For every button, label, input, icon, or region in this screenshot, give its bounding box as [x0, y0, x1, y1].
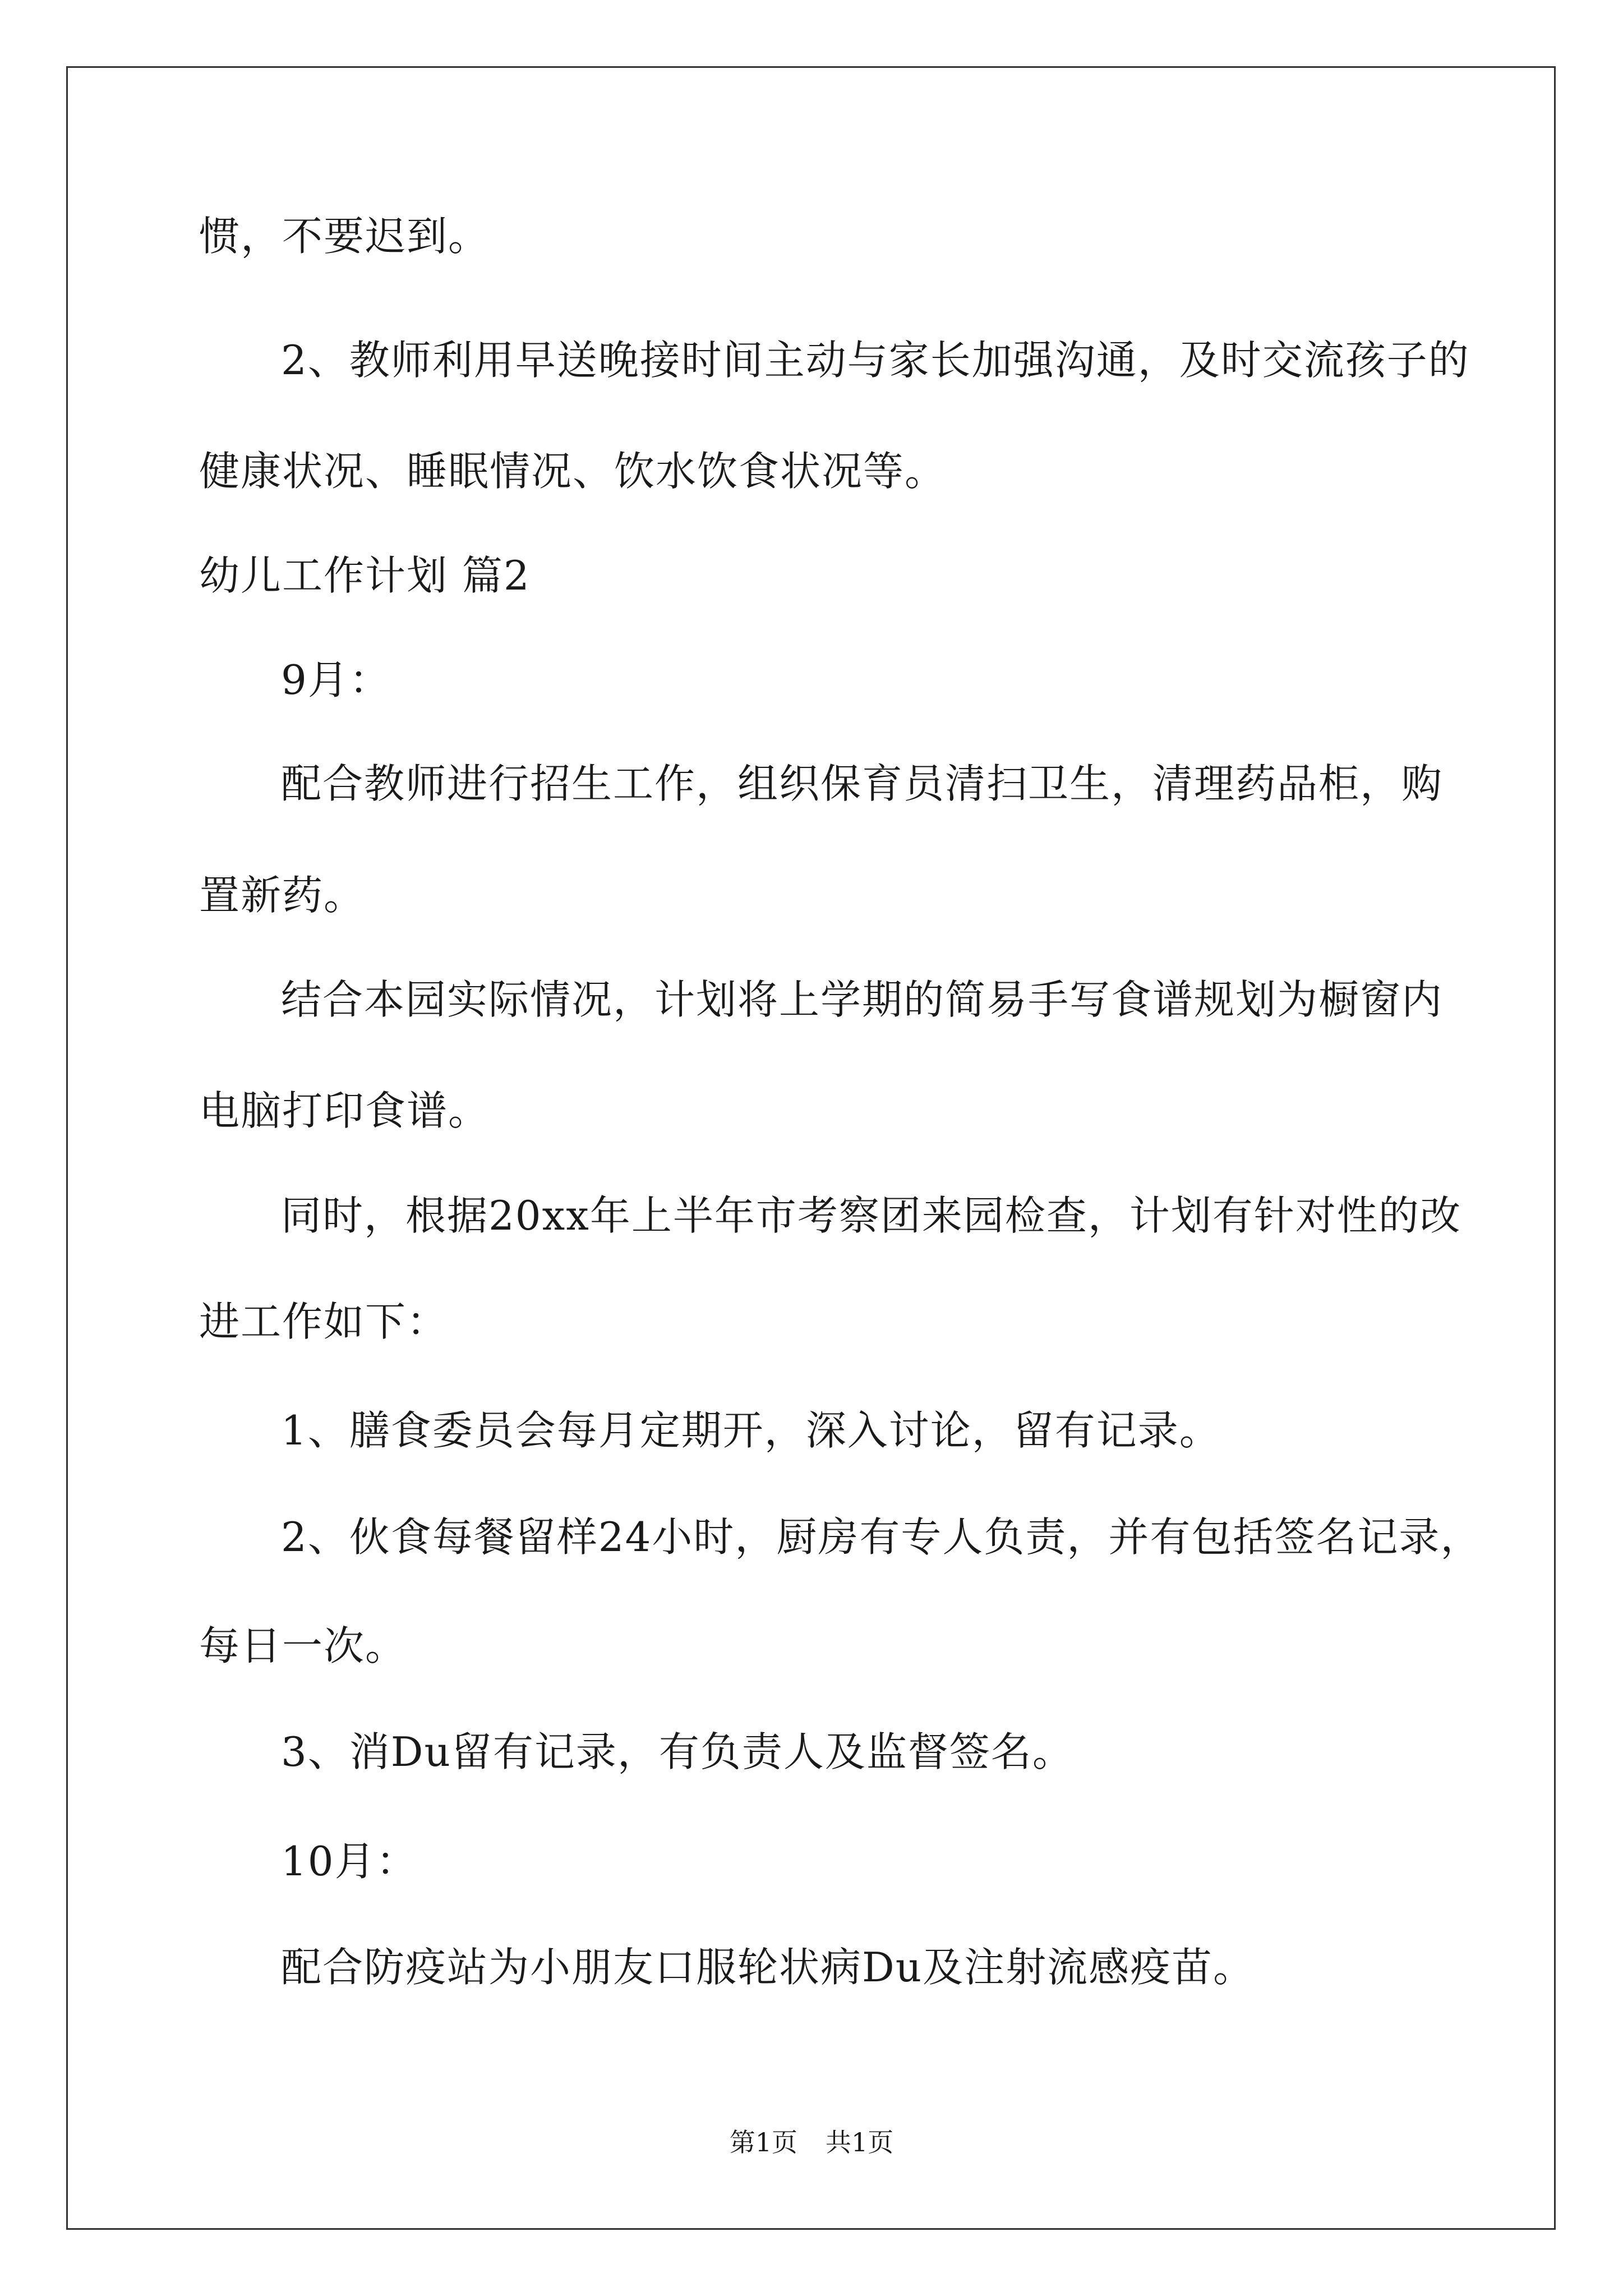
paragraph-line: 置新药。: [199, 872, 366, 919]
paragraph-line: 电脑打印食谱。: [199, 1087, 490, 1134]
paragraph-line: 配合防疫站为小朋友口服轮状病Du及注射流感疫苗。: [281, 1944, 1255, 1991]
paragraph-line: 每日一次。: [199, 1622, 407, 1669]
page-number: 第1页: [729, 2127, 797, 2157]
paragraph-line: 3、消Du留有记录，有负责人及监督签名。: [281, 1728, 1074, 1775]
section-heading: 幼儿工作计划 篇2: [199, 552, 531, 599]
paragraph-line: 1、膳食委员会每月定期开，深入讨论，留有记录。: [281, 1407, 1221, 1454]
paragraph-line: 2、教师利用早送晚接时间主动与家长加强沟通，及时交流孩子的: [281, 337, 1470, 384]
page-footer: [0, 2129, 1623, 2155]
paragraph-line: 配合教师进行招生工作，组织保育员清扫卫生，清理药品柜，购: [281, 760, 1444, 807]
paragraph-line: 进工作如下：: [199, 1298, 449, 1345]
page-total: 共1页: [826, 2127, 894, 2157]
paragraph-line: 2、伙食每餐留样24小时，厨房有专人负责，并有包括签名记录，: [281, 1513, 1482, 1561]
page-border: [66, 66, 1556, 2230]
paragraph-line: 10月：: [281, 1838, 418, 1885]
paragraph-line: 同时，根据20xx年上半年市考察团来园检查，计划有针对性的改: [281, 1192, 1461, 1239]
paragraph-line: 健康状况、睡眠情况、饮水饮食状况等。: [199, 448, 947, 495]
paragraph-line: 结合本园实际情况，计划将上学期的简易手写食谱规划为橱窗内: [281, 976, 1444, 1023]
paragraph-line: 9月：: [281, 656, 391, 703]
paragraph-line: 惯，不要迟到。: [199, 213, 490, 260]
